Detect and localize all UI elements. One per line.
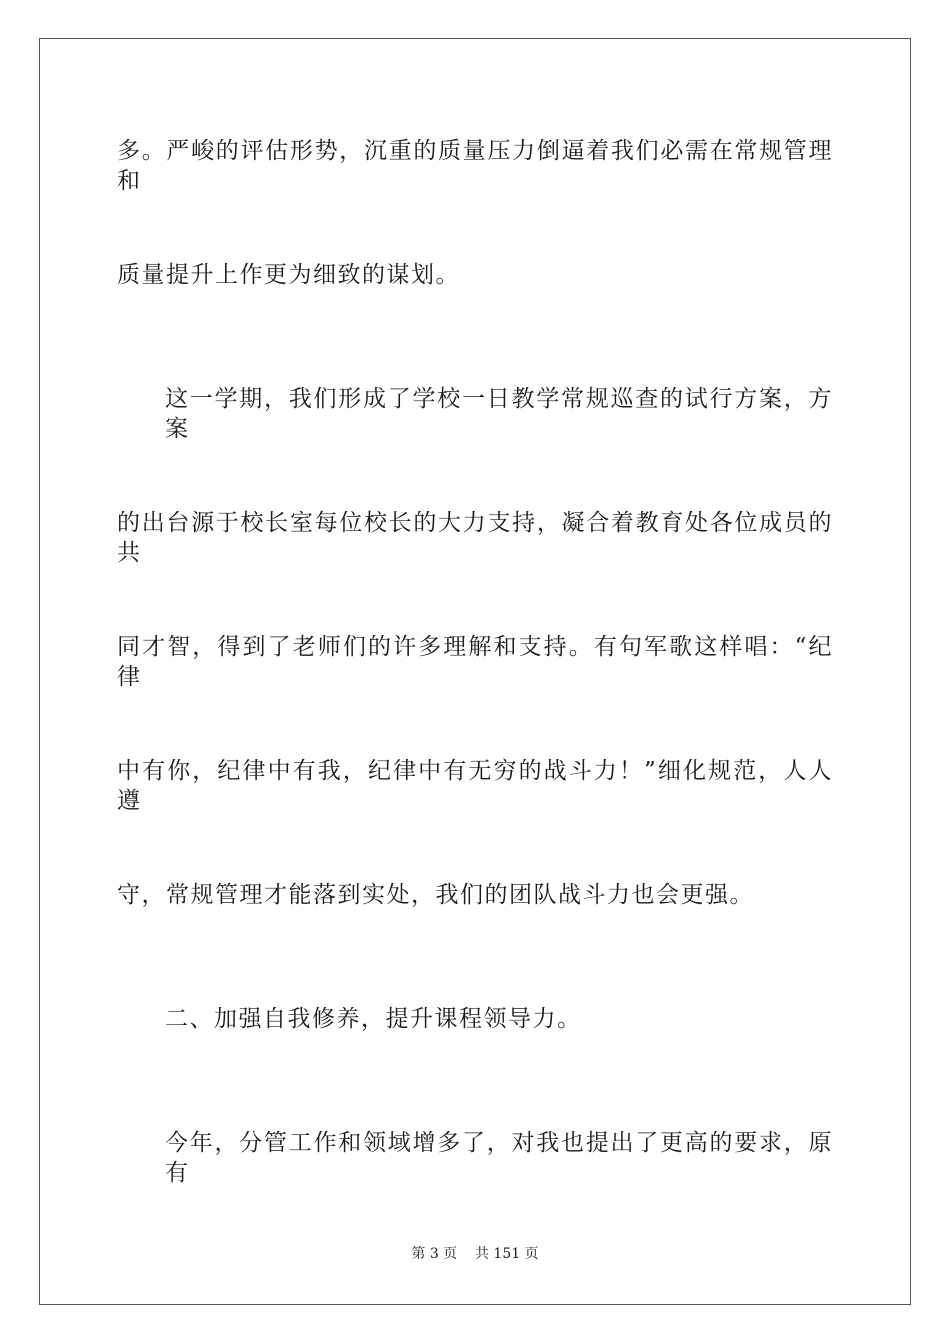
paragraph-line: 同才智，得到了老师们的许多理解和支持。有句军歌这样唱：“纪律 — [117, 634, 833, 690]
paragraph-line: 多。严峻的评估形势，沉重的质量压力倒逼着我们必需在常规管理和 — [117, 138, 833, 194]
page-footer — [0, 1245, 950, 1263]
section-heading: 二、加强自我修养，提升课程领导力。 — [165, 1006, 582, 1032]
paragraph-line: 守，常规管理才能落到实处，我们的团队战斗力也会更强。 — [117, 882, 754, 908]
paragraph-line: 今年，分管工作和领域增多了，对我也提出了更高的要求，原有 — [165, 1130, 833, 1186]
paragraph-line: 的出台源于校长室每位校长的大力支持，凝合着教育处各位成员的共 — [117, 510, 833, 566]
paragraph-line: 中有你，纪律中有我，纪律中有无穷的战斗力！”细化规范，人人遵 — [117, 758, 833, 814]
paragraph-line: 这一学期，我们形成了学校一日教学常规巡查的试行方案，方案 — [165, 386, 833, 442]
page-number: 第 3 页 共 151 页 — [411, 1246, 539, 1262]
paragraph-line: 质量提升上作更为细致的谋划。 — [117, 262, 460, 288]
